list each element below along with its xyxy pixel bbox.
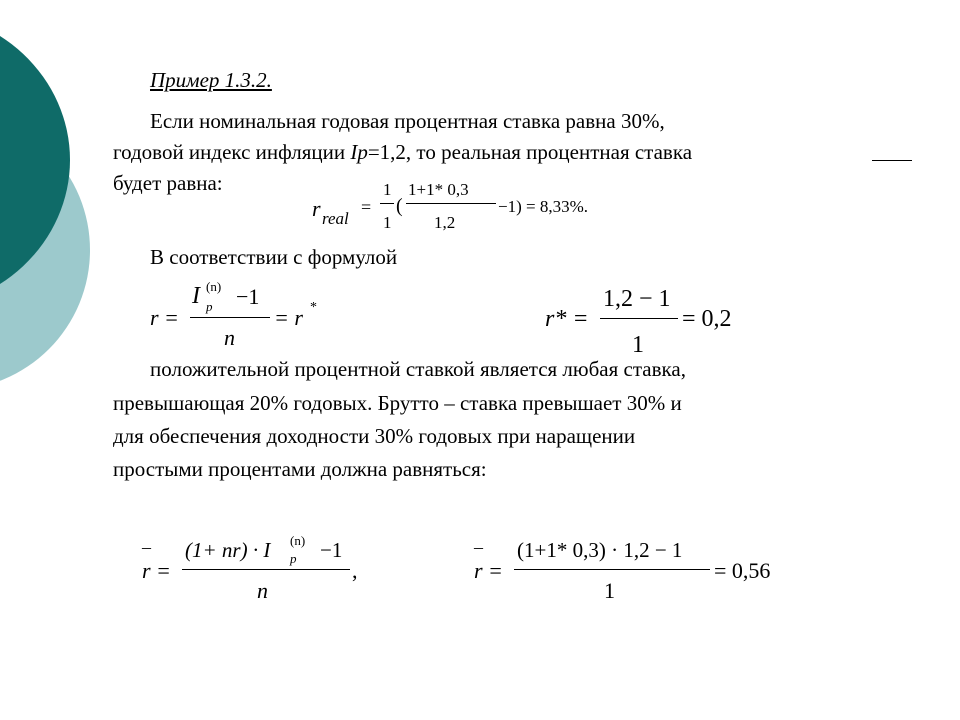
blank-line — [872, 160, 912, 161]
f4-den: n — [257, 578, 268, 603]
f2-den: n — [224, 325, 235, 350]
f1-frac-num: 1 — [383, 180, 392, 199]
para3-line2: превышающая 20% годовых. Брутто – ставка превышает 30% и — [113, 391, 682, 415]
f4-num-b: −1 — [320, 538, 343, 562]
f1-frac-den: 1 — [383, 213, 392, 232]
f1-paren: ( — [396, 195, 403, 217]
para3-line1: положительной процентной ставкой является любая ставка, — [150, 357, 686, 381]
f5-frac-bar — [514, 569, 710, 570]
f1-tail: −1) = 8,33%. — [498, 197, 588, 216]
f2-rhs: = r — [274, 305, 303, 330]
para3-line3: для обеспечения доходности 30% годовых при наращении — [113, 424, 636, 448]
f2-rhs-sup: * — [310, 300, 317, 315]
f3-den: 1 — [632, 332, 644, 358]
f1-r: r — [312, 196, 321, 221]
para3-line4: простыми процентами должна равняться: — [113, 457, 487, 481]
example-title: Пример 1.3.2. — [150, 68, 272, 92]
f1-eq: = — [361, 197, 372, 217]
f1-inner-num: 1+1* 0,3 — [408, 180, 469, 199]
f4-sub: p — [290, 551, 297, 566]
f5-den: 1 — [604, 578, 615, 603]
f2-sub: p — [206, 299, 213, 314]
para1-line1: Если номинальная годовая процентная ставка равна 30%, — [150, 109, 665, 133]
para2: В соответствии с формулой — [150, 245, 398, 269]
f4-sup: (n) — [290, 533, 306, 548]
f4-frac-bar — [182, 569, 350, 570]
f2-frac-bar — [190, 317, 270, 318]
f3-rhs: = 0,2 — [682, 306, 732, 332]
f2-lhs: r = — [150, 305, 179, 330]
f4-num-a: (1+ nr) · I — [185, 538, 271, 562]
f1-sub-real: real — [322, 209, 349, 228]
f1-inner-bar — [406, 203, 496, 204]
f5-bar: – — [474, 537, 483, 557]
para1-line2: годовой индекс инфляции Ip=1,2, то реальная процентная ставка — [113, 140, 693, 164]
f1-frac-bar — [380, 203, 394, 204]
f5-rhs: = 0,56 — [714, 558, 771, 583]
para1-line3: будет равна: — [113, 171, 223, 195]
f3-frac-bar — [600, 318, 678, 319]
f5-lhs: r = — [474, 558, 503, 583]
f3-lhs: r* = — [545, 306, 589, 332]
f4-bar: – — [142, 537, 151, 557]
f2-I: I — [192, 283, 200, 309]
f4-lhs: r = — [142, 558, 171, 583]
f2-sup: (n) — [206, 279, 222, 294]
f5-num: (1+1* 0,3) · 1,2 − 1 — [517, 538, 683, 562]
f1-inner-den: 1,2 — [434, 213, 456, 232]
f4-comma: , — [352, 558, 358, 583]
f3-num: 1,2 − 1 — [603, 286, 671, 312]
f2-minus-one: −1 — [236, 284, 260, 309]
